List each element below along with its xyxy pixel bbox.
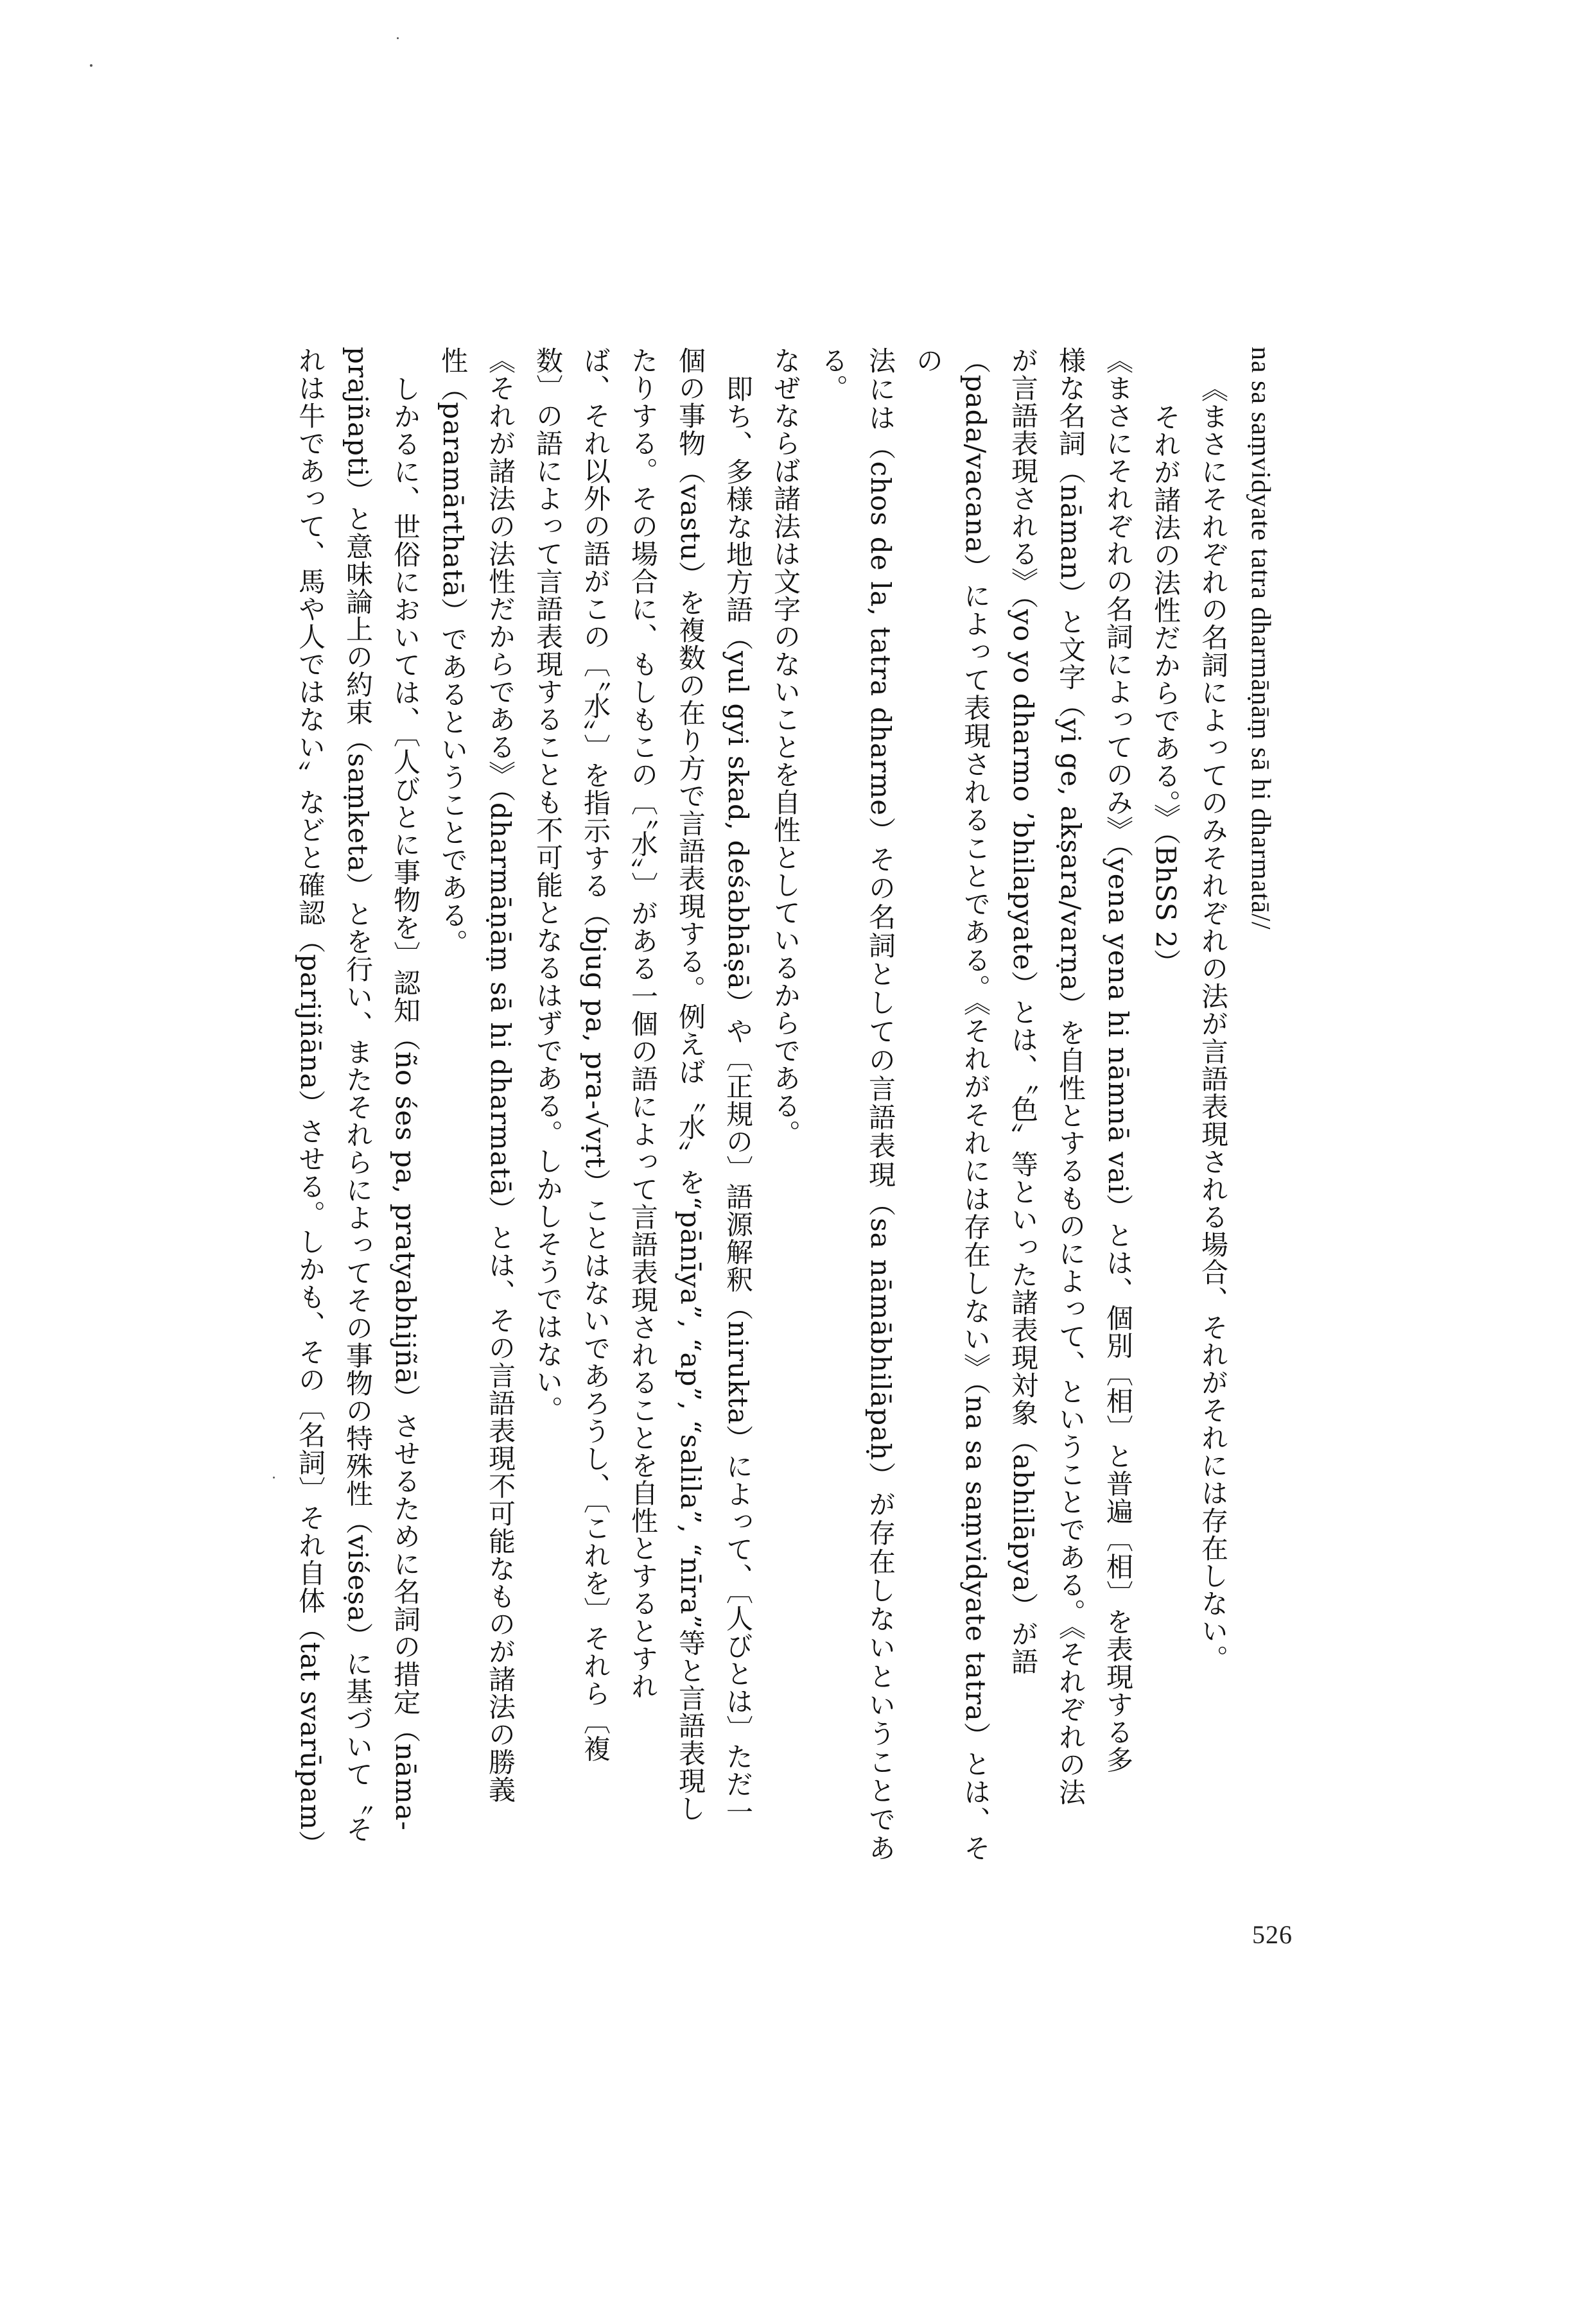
text-line-paragraph-start: 《それが諸法の法性だからである》（dharmāṇāṃ sā hi dharmatā）とは、その言語表現不可能なものが諸法の勝義 [485, 347, 516, 1803]
text-line: たりする。その場合に、もしもこの〔〝水〟〕がある一個の語によって言語表現されることを自性とするとすれ [627, 347, 659, 1700]
text-line: 性（paramārthatā）であるということである。 [437, 347, 469, 957]
scan-speck [90, 64, 92, 67]
scan-speck [273, 1477, 275, 1479]
text-line: 数〕の語によって言語表現することも不可能となるはずである。しかしそうではない。 [532, 347, 564, 1423]
text-line-paragraph-start: 即ち、多様な地方語（yul gyi skad, deśabhāṣā）や〔正規の〕語源解釈（nirukta）によって、〔人びとは〕ただ一 [722, 375, 754, 1826]
page-number: 526 [1252, 1920, 1293, 1949]
text-line: （pada/vacana）によって表現されることである。《それがそれには存在しない》（na sa saṃvidyate tatra）とは、その [912, 347, 991, 1862]
text-line: なぜならば諸法は文字のないことを自性としているからである。 [770, 347, 801, 1147]
text-line: 個の事物（vastu）を複数の在り方で言語表現する。例えば〝水〟を“pānīya”, “ap”, “salila”, “nīra”等と言語表現し [675, 347, 706, 1823]
text-line: 様な名詞（nāman）と文字（yi ge, akṣara/varṇa）を自性とするものによって、ということである。《それぞれの法 [1055, 347, 1086, 1807]
text-line: 《まさにそれぞれの名詞によってのみ》（yena yena hi nāmnā vai）とは、個別〔相〕と普遍〔相〕を表現する多 [1102, 347, 1134, 1774]
text-line-verse-sanskrit: na sa saṃvidyate tatra dharmāṇāṃ sā hi dharmatā// [1246, 347, 1275, 930]
text-line-paragraph-start: しかるに、世俗においては、〔人びとに事物を〕認知（ño śes pa, pratyabhijñā）させるために名詞の措定（nāma- [390, 375, 421, 1831]
text-line: が言語表現される》（yo yo dharmo ’bhilapyate）とは、〝色〟等といった諸表現対象（abhilāpya）が語 [1007, 347, 1039, 1676]
vertical-text-block [286, 347, 1284, 1862]
text-line: れは牛であって、馬や人ではない〟などと確認（parijñāna）させる。しかも、その〔名詞〕それ自体（tat svarūpam） [295, 347, 326, 1858]
text-line: 法には（chos de la, tatra dharme）その名詞としての言語表現（sa nāmābhilāpaḥ）が存在しないということである。 [817, 347, 896, 1862]
text-line: ば、それ以外の語がこの〔〝水〟〕を指示する（bjug pa, pra-√vṛt）ことはないであろうし、〔これを〕それら〔複 [580, 347, 611, 1763]
text-line: prajñapti）と意味論上の約束（saṃketa）とを行い、またそれらによってその事物の特殊性（viśeṣa）に基づいて〝そ [342, 347, 374, 1844]
scan-speck [397, 37, 399, 39]
text-line-verse-translation-cont: それが諸法の法性だからである。》（BhSS 2） [1150, 403, 1181, 976]
text-line-verse-translation: 《まさにそれぞれの名詞によってのみそれぞれの法が言語表現される場合、それがそれには存在しない。 [1198, 375, 1229, 1672]
